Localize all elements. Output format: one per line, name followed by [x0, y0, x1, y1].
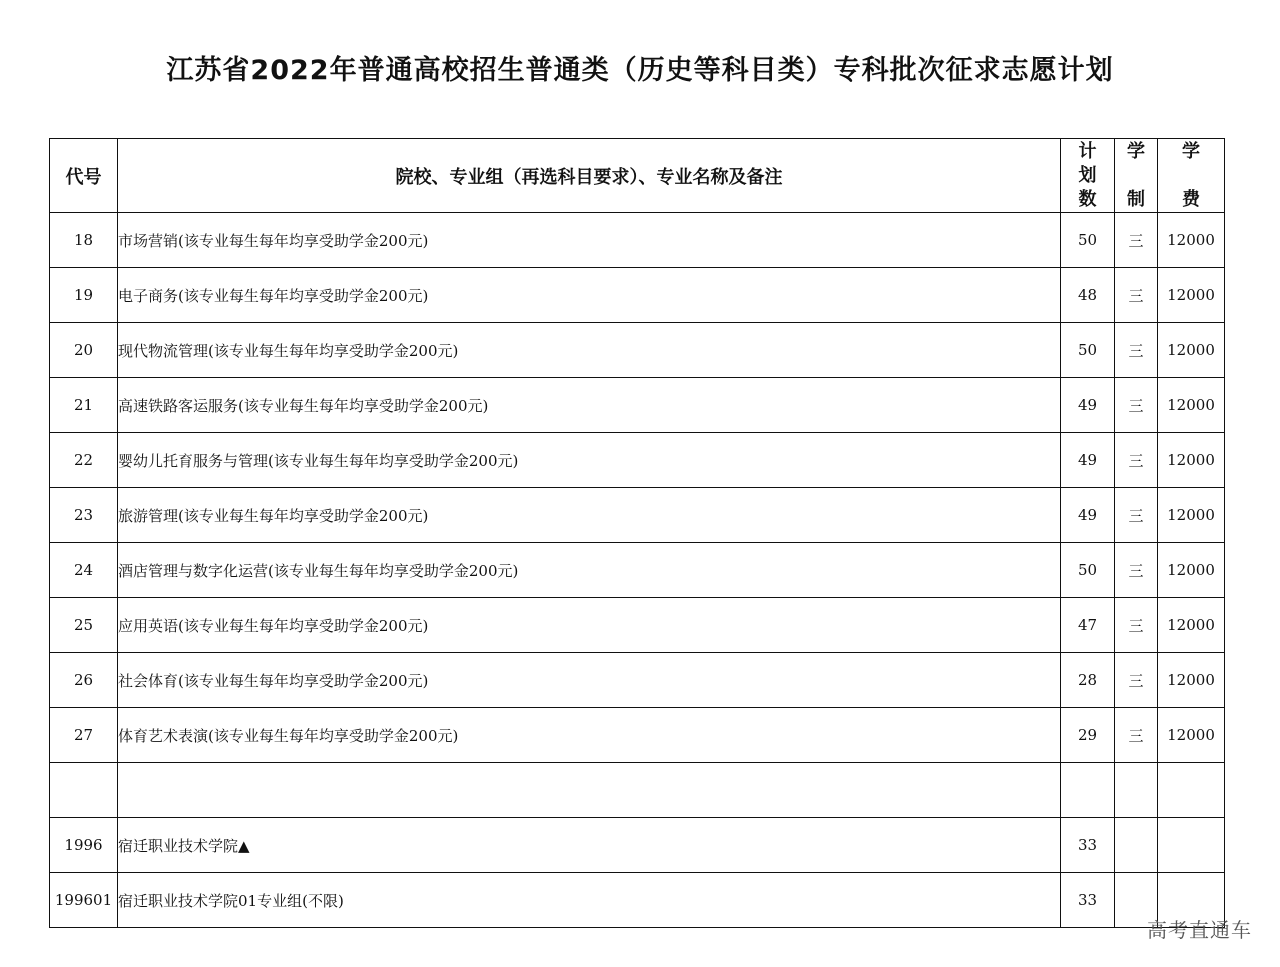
cell-fee: 12000	[1158, 323, 1225, 378]
header-years-char: 制	[1127, 188, 1145, 210]
cell-fee: 12000	[1158, 543, 1225, 598]
cell-years: 三	[1115, 433, 1158, 488]
header-fee-char: 学	[1182, 140, 1200, 162]
table-row	[50, 378, 1225, 433]
cell-code: 199601	[50, 873, 118, 928]
table-row	[50, 213, 1225, 268]
cell-name: 市场营销(该专业每生每年均享受助学金200元)	[118, 213, 1061, 268]
cell-fee: 12000	[1158, 378, 1225, 433]
cell-name: 应用英语(该专业每生每年均享受助学金200元)	[118, 598, 1061, 653]
table-row	[50, 763, 1225, 818]
header-plan-char: 数	[1078, 188, 1097, 210]
table-row	[50, 323, 1225, 378]
header-fee	[1158, 139, 1225, 213]
cell-years: 三	[1115, 598, 1158, 653]
cell-code: 27	[50, 708, 118, 763]
cell-fee: 12000	[1158, 653, 1225, 708]
cell-code: 20	[50, 323, 118, 378]
cell-plan-count: 50	[1061, 323, 1115, 378]
header-fee-stack	[1158, 140, 1224, 210]
cell-years: 三	[1115, 268, 1158, 323]
document-title: 江苏省2022年普通高校招生普通类（历史等科目类）专科批次征求志愿计划	[166, 55, 1114, 86]
cell-code	[50, 763, 118, 818]
header-plan	[1061, 139, 1115, 213]
cell-name: 现代物流管理(该专业每生每年均享受助学金200元)	[118, 323, 1061, 378]
table-row	[50, 543, 1225, 598]
cell-plan-count: 29	[1061, 708, 1115, 763]
header-code: 代号	[50, 139, 118, 213]
cell-years: 三	[1115, 488, 1158, 543]
enrollment-plan-table	[49, 138, 1225, 928]
cell-plan-count: 49	[1061, 378, 1115, 433]
cell-years: 三	[1115, 708, 1158, 763]
cell-fee: 12000	[1158, 213, 1225, 268]
cell-plan-count: 50	[1061, 213, 1115, 268]
cell-name: 体育艺术表演(该专业每生每年均享受助学金200元)	[118, 708, 1061, 763]
cell-plan-count	[1061, 763, 1115, 818]
table-row	[50, 598, 1225, 653]
table-row	[50, 488, 1225, 543]
cell-code: 1996	[50, 818, 118, 873]
cell-plan-count: 48	[1061, 268, 1115, 323]
header-plan-char: 划	[1078, 164, 1097, 186]
cell-code: 25	[50, 598, 118, 653]
cell-code: 24	[50, 543, 118, 598]
table-header-row	[50, 139, 1225, 213]
table-row	[50, 818, 1225, 873]
cell-name: 宿迁职业技术学院01专业组(不限)	[118, 873, 1061, 928]
cell-fee: 12000	[1158, 598, 1225, 653]
cell-fee: 12000	[1158, 433, 1225, 488]
cell-years	[1115, 763, 1158, 818]
cell-plan-count: 47	[1061, 598, 1115, 653]
cell-years: 三	[1115, 213, 1158, 268]
cell-fee: 12000	[1158, 488, 1225, 543]
cell-years: 三	[1115, 378, 1158, 433]
cell-fee	[1158, 818, 1225, 873]
cell-name	[118, 763, 1061, 818]
table-row	[50, 873, 1225, 928]
cell-code: 23	[50, 488, 118, 543]
cell-name: 婴幼儿托育服务与管理(该专业每生每年均享受助学金200元)	[118, 433, 1061, 488]
cell-years: 三	[1115, 543, 1158, 598]
table-row	[50, 653, 1225, 708]
table-row	[50, 433, 1225, 488]
cell-fee: 12000	[1158, 708, 1225, 763]
cell-name: 社会体育(该专业每生每年均享受助学金200元)	[118, 653, 1061, 708]
header-fee-char: 费	[1182, 188, 1200, 210]
cell-name: 酒店管理与数字化运营(该专业每生每年均享受助学金200元)	[118, 543, 1061, 598]
cell-plan-count: 33	[1061, 818, 1115, 873]
table-row	[50, 708, 1225, 763]
watermark-text: 高考直通车	[1147, 918, 1252, 942]
header-plan-char: 计	[1078, 140, 1097, 162]
table-body	[50, 213, 1225, 928]
cell-name: 宿迁职业技术学院▲	[118, 818, 1061, 873]
cell-plan-count: 33	[1061, 873, 1115, 928]
header-years	[1115, 139, 1158, 213]
header-years-stack	[1115, 140, 1157, 210]
cell-years	[1115, 818, 1158, 873]
header-plan-stack	[1061, 140, 1114, 210]
cell-code: 19	[50, 268, 118, 323]
cell-code: 18	[50, 213, 118, 268]
cell-years: 三	[1115, 323, 1158, 378]
cell-name: 电子商务(该专业每生每年均享受助学金200元)	[118, 268, 1061, 323]
cell-plan-count: 50	[1061, 543, 1115, 598]
cell-code: 26	[50, 653, 118, 708]
header-name: 院校、专业组（再选科目要求）、专业名称及备注	[118, 139, 1061, 213]
cell-plan-count: 49	[1061, 433, 1115, 488]
cell-code: 21	[50, 378, 118, 433]
cell-code: 22	[50, 433, 118, 488]
cell-name: 高速铁路客运服务(该专业每生每年均享受助学金200元)	[118, 378, 1061, 433]
cell-name: 旅游管理(该专业每生每年均享受助学金200元)	[118, 488, 1061, 543]
header-years-char: 学	[1127, 140, 1145, 162]
cell-plan-count: 28	[1061, 653, 1115, 708]
cell-plan-count: 49	[1061, 488, 1115, 543]
cell-fee: 12000	[1158, 268, 1225, 323]
cell-fee	[1158, 763, 1225, 818]
cell-years: 三	[1115, 653, 1158, 708]
table-row	[50, 268, 1225, 323]
